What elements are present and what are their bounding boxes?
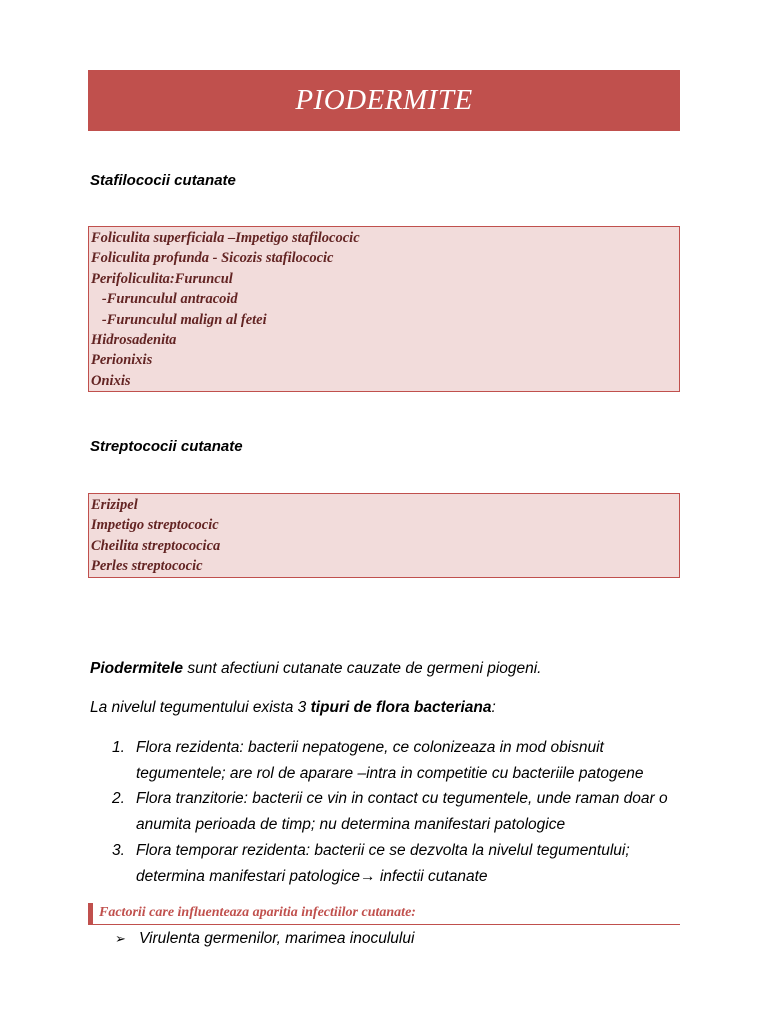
intro-term: Piodermitele <box>90 660 184 677</box>
flora-intro-pre: La nivelul tegumentului exista 3 <box>90 699 311 716</box>
streptococii-item: Cheilita streptococica <box>91 537 221 554</box>
streptococii-item: Perles streptococic <box>91 558 203 575</box>
list-text: Flora temporar rezidenta: bacterii ce se dezvolta la nivelul tegumentului; determina manifestari patologice→ infectii cutanate <box>136 841 630 885</box>
factori-bullet-item <box>115 930 414 948</box>
stafilococii-item: Onixis <box>91 372 131 389</box>
list-item <box>112 786 682 837</box>
streptococii-heading: Streptococii cutanate <box>90 438 243 455</box>
stafilococii-item: Hidrosadenita <box>91 332 177 349</box>
stafilococii-item: -Furunculul antracoid <box>91 291 238 308</box>
streptococii-box <box>88 493 680 578</box>
list-number: 3. <box>112 841 125 859</box>
stafilococii-item: Perionixis <box>91 352 153 369</box>
list-text: Flora rezidenta: bacterii nepatogene, ce colonizeaza in mod obisnuit tegumentele; are rol de aparare –intra in competitie cu bacteriile patogene <box>136 739 644 782</box>
flora-intro-post: : <box>491 699 496 716</box>
list-number: 2. <box>112 790 125 808</box>
stafilococii-item: Foliculita superficiala –Impetigo stafilococic <box>91 230 360 246</box>
title-banner <box>88 70 680 131</box>
stafilococii-item: -Furunculul malign al fetei <box>91 311 267 328</box>
stafilococii-item: Foliculita profunda - Sicozis stafilococic <box>91 250 334 267</box>
factori-heading-text: Factorii care influenteaza aparitia infectiilor cutanate: <box>99 905 416 920</box>
list-item <box>112 838 682 889</box>
stafilococii-heading: Stafilococii cutanate <box>90 172 236 189</box>
factori-bullet-text: Virulenta germenilor, marimea inoculului <box>139 930 415 947</box>
factori-heading <box>88 903 680 925</box>
flora-list <box>112 735 682 889</box>
list-number: 1. <box>112 739 125 756</box>
arrow-bullet-icon: ➢ <box>115 931 126 946</box>
heading-accent-bar <box>88 903 93 924</box>
page-title: PIODERMITE <box>295 84 473 116</box>
flora-intro <box>90 699 496 717</box>
stafilococii-item: Perifoliculita:Furuncul <box>91 270 233 287</box>
flora-intro-bold: tipuri de flora bacteriana <box>310 699 492 716</box>
intro-paragraph <box>90 660 542 678</box>
intro-text: sunt afectiuni cutanate cauzate de germeni piogeni. <box>183 660 542 677</box>
streptococii-item: Impetigo streptococic <box>91 517 219 534</box>
streptococii-item: Erizipel <box>91 497 138 513</box>
list-text: Flora tranzitorie: bacterii ce vin in contact cu tegumentele, unde raman doar o anumita perioada de timp; nu determina manifestari patologice <box>136 790 668 834</box>
stafilococii-box <box>88 226 680 392</box>
list-item <box>112 735 682 786</box>
